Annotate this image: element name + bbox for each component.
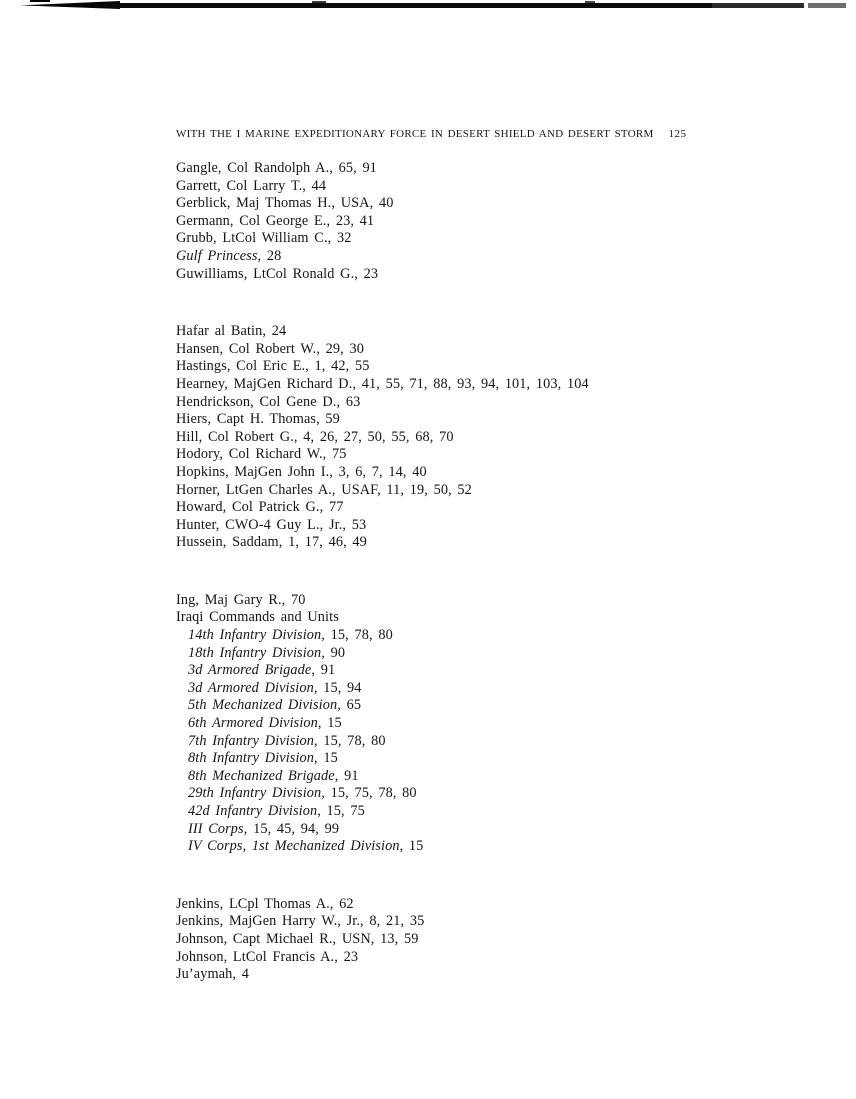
index-entry [176,178,736,196]
index-entry [176,358,736,376]
index-entry-text: , 90 [321,644,346,661]
index-entry-text: Hodory, Col Richard W., 75 [176,446,347,463]
index-entry-italic-term: 5th Mechanized Division [188,697,338,714]
index-entry [176,376,736,394]
index-entry [176,446,736,464]
index-entry [176,913,736,931]
index-section-j [176,896,736,984]
index-entry-text: Hastings, Col Eric E., 1, 42, 55 [176,358,370,375]
index-entry-italic-term: 8th Infantry Division [188,750,315,767]
index-entry [176,341,736,359]
index-entry-text: , 91 [311,662,336,679]
scan-artifact-blob [20,1,120,9]
index-entry [176,662,736,680]
scan-artifact-dash [30,0,50,2]
index-entry-text: Hiers, Capt H. Thomas, 59 [176,411,340,428]
index-entry-italic-term: 6th Armored Division [188,715,318,732]
index-entry-text: Hunter, CWO-4 Guy L., Jr., 53 [176,516,367,533]
index-entry-text: Grubb, LtCol William C., 32 [176,230,352,247]
page-number: 125 [668,128,687,140]
index-entry-text: Hussein, Saddam, 1, 17, 46, 49 [176,534,367,551]
index-entry-text: , 91 [334,767,359,784]
index-entry [176,323,736,341]
index-entry [176,195,736,213]
index-entry [176,715,736,733]
index-entry-text: Jenkins, MajGen Harry W., Jr., 8, 21, 35 [176,913,425,930]
index-entry [176,534,736,552]
page-content [176,128,736,984]
index-entry [176,750,736,768]
index-entry-text: Gerblick, Maj Thomas H., USA, 40 [176,195,394,212]
index-entry-italic-term: 18th Infantry Division [188,644,322,661]
index-entry [176,645,736,663]
index-entry-italic-term: 14th Infantry Division [188,627,322,644]
index-entry [176,896,736,914]
index-entry [176,697,736,715]
index-entry-text: Howard, Col Patrick G., 77 [176,499,344,516]
index-entry [176,464,736,482]
index-entry-text: , 15, 75 [317,803,365,819]
index-entry [176,411,736,429]
index-entry [176,803,736,821]
index-entry-text: Horner, LtGen Charles A., USAF, 11, 19, 50, 52 [176,481,472,498]
index-entry-text: , 15, 94 [313,679,362,696]
index-entry [176,592,736,610]
index-entry-italic-term: 8th Mechanized Brigade [188,767,335,784]
index-entry-text: , 15, 45, 94, 99 [243,820,340,837]
index-sections [176,160,736,984]
index-entry-text: Hopkins, MajGen John I., 3, 6, 7, 14, 40 [176,463,427,480]
index-entry-italic-term: Gulf Princess [176,247,258,264]
index-entry-text: Johnson, Capt Michael R., USN, 13, 59 [176,930,419,947]
index-entry [176,230,736,248]
index-entry-text: , 15, 78, 80 [314,732,386,749]
index-entry [176,482,736,500]
index-entry-text: Hearney, MajGen Richard D., 41, 55, 71, 88, 93, 94, 101, 103, 104 [176,375,589,392]
index-entry [176,160,736,178]
index-entry-text: Jenkins, LCpl Thomas A., 62 [176,895,354,912]
scan-artifact-dash [312,1,326,3]
index-entry [176,517,736,535]
index-entry-text: , 28 [257,247,282,264]
index-entry [176,838,736,856]
index-entry [176,966,736,984]
index-entry [176,949,736,967]
index-entry-italic-term: III Corps [188,820,244,837]
index-entry [176,931,736,949]
index-entry [176,680,736,698]
index-entry [176,821,736,839]
scan-artifact-line [112,3,716,8]
index-section-g [176,160,736,283]
index-entry-text: Hafar al Batin, 24 [176,323,287,340]
index-entry-text: Hansen, Col Robert W., 29, 30 [176,340,365,357]
scan-artifact-dash [585,1,595,3]
index-entry-text: Johnson, LtCol Francis A., 23 [176,948,359,965]
index-entry-italic-term: 42d Infantry Division [188,803,318,819]
index-entry [176,394,736,412]
running-head [176,128,736,141]
index-entry-italic-term: 3d Armored Brigade [188,662,312,679]
index-entry [176,429,736,447]
index-entry-italic-term: IV Corps, 1st Mechanized Division [188,838,400,855]
index-entry [176,768,736,786]
index-entry-text: Hill, Col Robert G., 4, 26, 27, 50, 55, 68, 70 [176,428,454,445]
index-entry-text: , 15, 78, 80 [321,627,393,644]
index-entry [176,499,736,517]
index-entry-text: , 15 [317,715,342,732]
index-entry-text: Gangle, Col Randolph A., 65, 91 [176,160,377,176]
index-entry-text: Ju’aymah, 4 [176,966,249,983]
index-entry [176,213,736,231]
index-entry-text: Hendrickson, Col Gene D., 63 [176,393,361,410]
index-entry [176,266,736,284]
index-entry-text: Guwilliams, LtCol Ronald G., 23 [176,265,379,282]
index-section-i [176,592,736,856]
index-entry-text: Garrett, Col Larry T., 44 [176,177,327,194]
scan-artifact-segment [712,3,804,8]
index-entry-text: , 15, 75, 78, 80 [321,785,417,802]
index-entry-text: , 15 [314,750,338,767]
index-section-h [176,323,736,552]
index-entry-text: Iraqi Commands and Units [176,609,339,626]
scan-artifact-gray-tail [808,3,846,8]
index-entry-text: , 15 [399,838,424,855]
index-entry-italic-term: 7th Infantry Division [188,732,315,749]
index-entry-text: Germann, Col George E., 23, 41 [176,212,375,229]
index-entry-text: Ing, Maj Gary R., 70 [176,591,306,608]
index-entry [176,785,736,803]
index-entry-italic-term: 3d Armored Division [188,679,314,696]
running-title: WITH THE I MARINE EXPEDITIONARY FORCE IN DESERT SHIELD AND DESERT STORM [176,128,654,140]
index-entry [176,248,736,266]
index-entry [176,733,736,751]
index-entry [176,609,736,627]
index-entry-text: , 65 [337,697,362,714]
index-entry-italic-term: 29th Infantry Division [188,785,322,802]
index-entry [176,627,736,645]
